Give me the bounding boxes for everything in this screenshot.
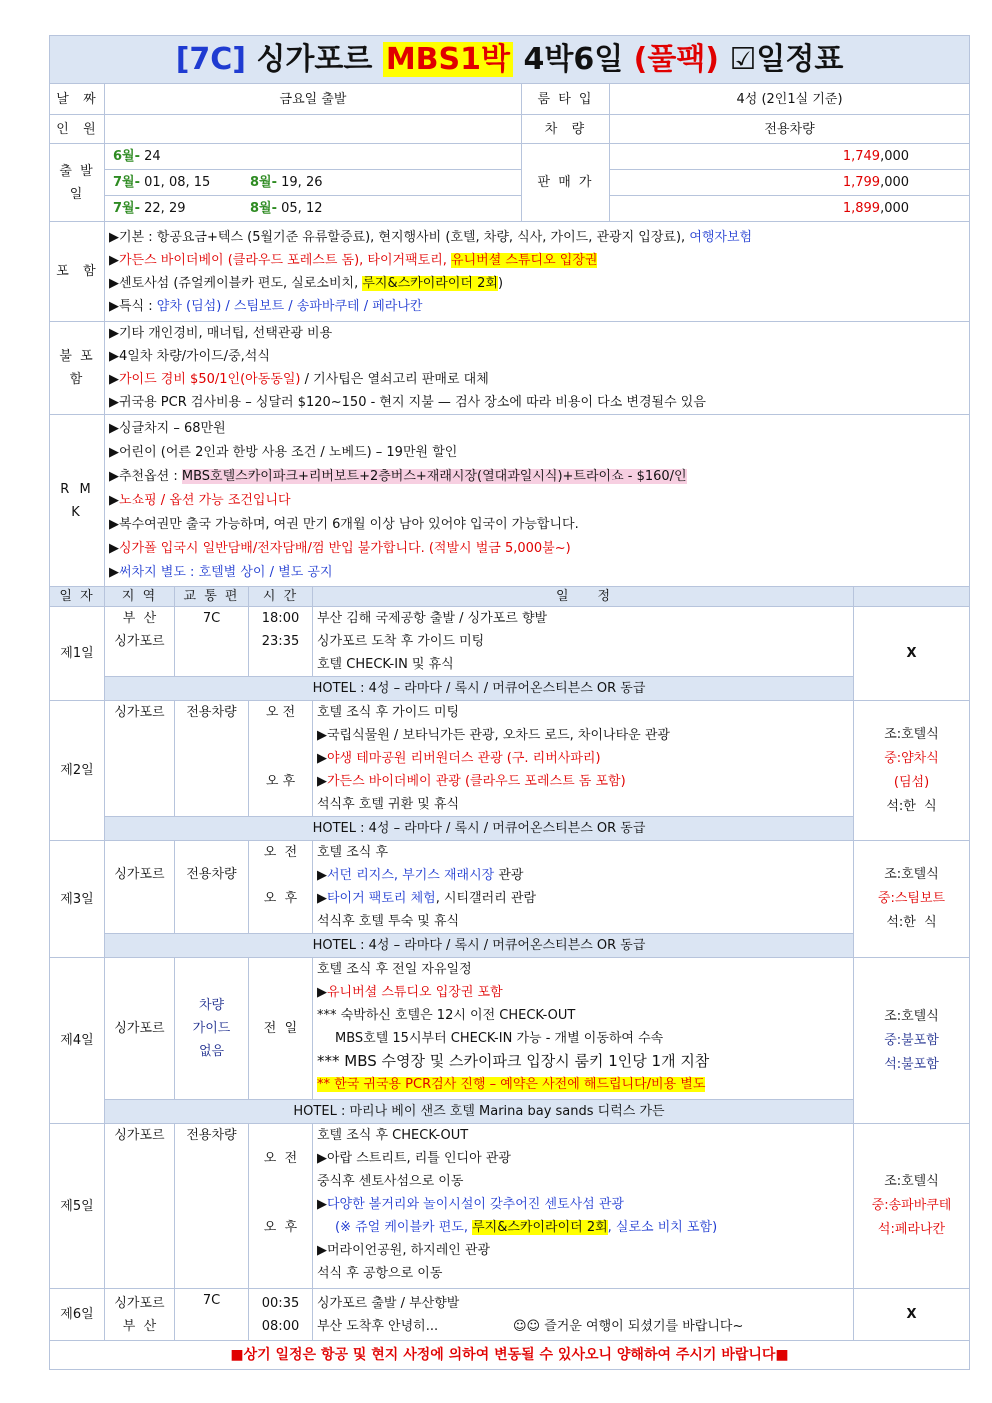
depart-row-2: 7월- 01, 08, 15 8월- 19, 26: [105, 170, 522, 196]
day-1-hotel: HOTEL : 4성 – 라마다 / 록시 / 머큐어온스티븐스 OR 동급: [105, 677, 854, 701]
people-label: 인 원: [50, 115, 105, 144]
exclude-label: 불 포 함: [50, 322, 105, 415]
depart-row-3: 7월- 22, 29 8월- 05, 12: [105, 196, 522, 222]
day-6-label: 제6일: [50, 1289, 105, 1341]
depart-label: 출 발 일: [50, 144, 105, 222]
depart-row-1: 6월- 24: [105, 144, 522, 170]
day-1-meal: X: [854, 607, 970, 701]
day-3-label: 제3일: [50, 841, 105, 958]
day-2-hotel: HOTEL : 4성 – 라마다 / 록시 / 머큐어온스티븐스 OR 동급: [105, 817, 854, 841]
room-value: 4성 (2인1실 기준): [610, 84, 970, 115]
include-content: ▶기본 : 항공요금+텍스 (5월기준 유류할증료), 현지행사비 (호텔, 차량, 식사, 가이드, 관광지 입장료), 여행자보험 ▶가든스 바이더베이 (클라우드 포레스트 돔), 타이거팩토리, 유니버셜 스튜디오 입장권 ▶센토사섬 (쥬얼케이블카 편도, 실로소비치, 루지&스카이라이더 2회) ▶특식 : 얌차 (딤섬) / 스팀보트 / 송파바쿠테 / 페라나칸: [105, 222, 970, 322]
day-6-meal: X: [854, 1289, 970, 1341]
day-1-row: 제1일 부 산 싱가포르 7C 18:00 23:35 부산 김해 국제공항 출발 / 싱가포르 향발 싱가포르 도착 후 가이드 미팅 호텔 CHECK-IN 및 휴식 X: [50, 607, 970, 677]
day-5-label: 제5일: [50, 1124, 105, 1289]
day-4-label: 제4일: [50, 958, 105, 1124]
exclude-content: ▶기타 개인경비, 매너팁, 선택관광 비용 ▶4일차 차량/가이드/중,석식 ▶가이드 경비 $50/1인(아동동일) / 기사팁은 열쇠고리 판매로 대체 ▶귀국용 PCR 검사비용 – 싱달러 $120~150 - 현지 지불 — 검사 장소에 따라 비용이 다소 변경될수 있음: [105, 322, 970, 415]
day-5-meal: 조:호텔식 중:송파바쿠테 석:페라나칸: [854, 1124, 970, 1289]
car-label: 차 량: [522, 115, 610, 144]
price-label: 판 매 가: [522, 144, 610, 222]
itinerary-sheet: [49, 35, 969, 1370]
day-4-hotel: HOTEL : 마리나 베이 샌즈 호텔 Marina bay sands 디럭스 가든: [105, 1100, 854, 1124]
day-5-row: 제5일 싱가포르 전용차량 오 전 오 후 호텔 조식 후 CHECK-OUT ▶아랍 스트리트, 리틀 인디아 관광 중식후 센토사섬으로 이동 ▶다양한 볼거리와 놀이시설이 갖추어진 센토사섬 관광 (※ 쥬얼 케이블카 편도, 루지&스카이라이더 2회, 실로소 비치 포함) ▶머라이언공원, 하지레인 관광 석식 후 공항으로 이동 조:호텔식 중:송파바쿠테 석:페라나칸: [50, 1124, 970, 1289]
day-4-row: 제4일 싱가포르 차량 가이드 없음 전 일 호텔 조식 후 전일 자유일정 ▶유니버셜 스튜디오 입장권 포함 *** 숙박하신 호텔은 12시 이전 CHECK-OUT MBS호텔 15시부터 CHECK-IN 가능 - 개별 이동하여 수속 *** MBS 수영장 및 스카이파크 입장시 룸키 1인당 1개 지참 ** 한국 귀국용 PCR검사 진행 – 예약은 사전에 해드립니다/비용 별도 조:호텔식 중:불포함 석:불포함: [50, 958, 970, 1100]
day-2-meal: 조:호텔식 중:얌차식 (딤섬) 석:한 식: [854, 701, 970, 841]
day-1-label: 제1일: [50, 607, 105, 701]
day-3-hotel: HOTEL : 4성 – 라마다 / 록시 / 머큐어온스티븐스 OR 동급: [105, 934, 854, 958]
day-3-meal: 조:호텔식 중:스팀보트 석:한 식: [854, 841, 970, 958]
include-label: 포 함: [50, 222, 105, 322]
date-value: 금요일 출발: [105, 84, 522, 115]
day-4-meal: 조:호텔식 중:불포함 석:불포함: [854, 958, 970, 1124]
footer-notice: ■상기 일정은 항공 및 현지 사정에 의하여 변동될 수 있사오니 양해하여 주시기 바랍니다■: [50, 1341, 970, 1370]
day-6-row: 제6일 싱가포르 부 산 7C 00:35 08:00 싱가포르 출발 / 부산향발 부산 도착후 안녕히... ☺☺ 즐거운 여행이 되셨기를 바랍니다~ X: [50, 1289, 970, 1341]
rmk-content: ▶싱글차지 – 68만원 ▶어린이 (어른 2인과 한방 사용 조건 / 노베드) – 19만원 할인 ▶추천옵션 : MBS호텔스카이파크+리버보트+2층버스+재래시장(열대과일시식)+트라이쇼 - $160/인 ▶노쇼핑 / 옵션 가능 조건입니다 ▶복수여권만 출국 가능하며, 여권 만기 6개월 이상 남아 있어야 입국이 가능합니다. ▶싱가폴 입국시 일반담배/전자담배/껌 반입 불가합니다. (적발시 벌금 5,000불~) ▶써차지 별도 : 호텔별 상이 / 별도 공지: [105, 415, 970, 587]
price-1: 1,749,000: [610, 144, 970, 170]
day-2-label: 제2일: [50, 701, 105, 841]
date-label: 날 짜: [50, 84, 105, 115]
price-3: 1,899,000: [610, 196, 970, 222]
rmk-label: R M K: [50, 415, 105, 587]
day-2-row: 제2일 싱가포르 전용차량 오 전 오 후 호텔 조식 후 가이드 미팅 ▶국립식물원 / 보타닉가든 관광, 오차드 로드, 차이나타운 관광 ▶야생 테마공원 리버원더스 관광 (구. 리버사파리) ▶가든스 바이더베이 관광 (클라우드 포레스트 돔 포함) 석식후 호텔 귀환 및 휴식 조:호텔식 중:얌차식 (딤섬) 석:한 식: [50, 701, 970, 817]
page-title: [7C] 싱가포르 MBS1박 4박6일 (풀팩) ☑일정표: [50, 36, 970, 84]
car-value: 전용차량: [610, 115, 970, 144]
people-value: [105, 115, 522, 144]
price-2: 1,799,000: [610, 170, 970, 196]
day-3-row: 제3일 싱가포르 전용차량 오 전 오 후 호텔 조식 후 ▶서던 리지스, 부기스 재래시장 관광 ▶타이거 팩토리 체험, 시티갤러리 관람 석식후 호텔 투숙 및 휴식 조:호텔식 중:스팀보트 석:한 식: [50, 841, 970, 934]
itinerary-table: [49, 35, 970, 1370]
schedule-header: 일 자 지 역 교 통 편 시 간 일 정: [50, 587, 970, 607]
room-label: 룸 타 입: [522, 84, 610, 115]
